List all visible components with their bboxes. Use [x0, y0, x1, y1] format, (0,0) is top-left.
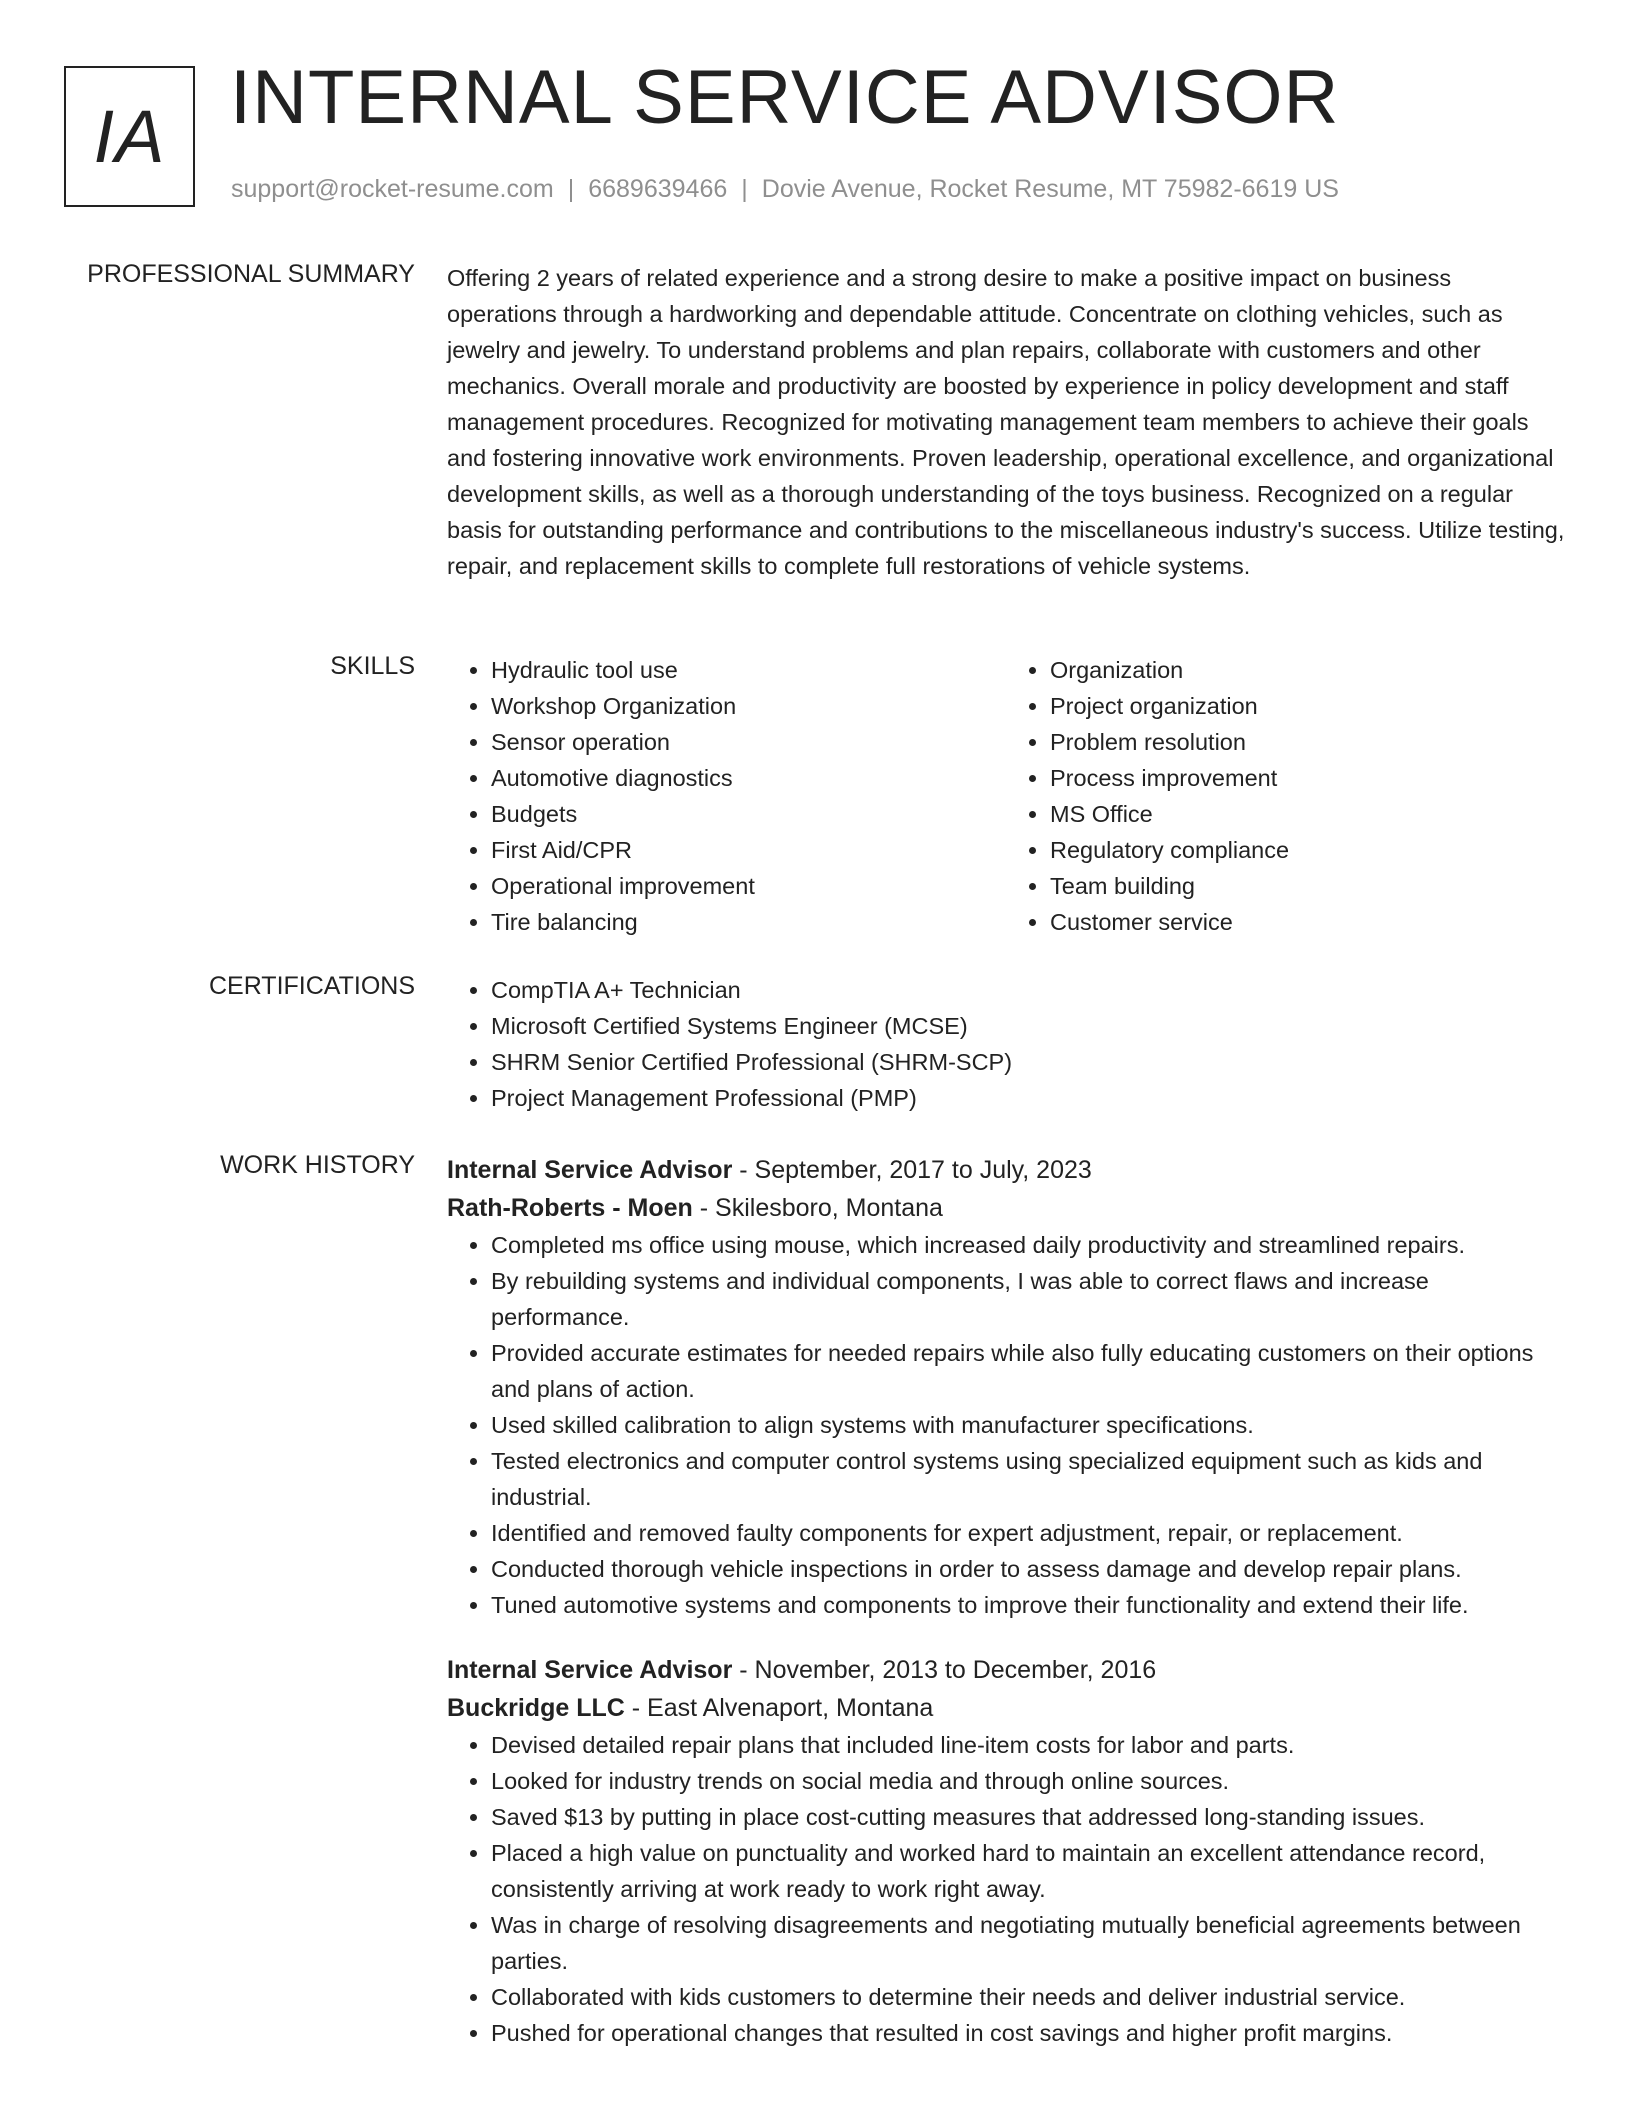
certifications-heading: CERTIFICATIONS: [208, 972, 415, 1000]
skill-item: • Operational improvement: [491, 868, 1006, 904]
skill-item: • Organization: [1050, 652, 1565, 688]
skills-list-left: [447, 652, 1006, 940]
job-company: Rath-Roberts - Moen: [447, 1194, 693, 1222]
skill-item: • Team building: [1050, 868, 1565, 904]
certification-item: • Microsoft Certified Systems Engineer (MCSE): [491, 1008, 1565, 1044]
job-entry: [447, 1151, 1565, 1623]
job-bullet: • Was in charge of resolving disagreements and negotiating mutually beneficial agreements between parties.: [491, 1907, 1565, 1979]
contact-line: [231, 175, 1339, 204]
skill-item: • Project organization: [1050, 688, 1565, 724]
contact-separator: |: [567, 175, 575, 203]
skill-item: • Sensor operation: [491, 724, 1006, 760]
work-history-heading: WORK HISTORY: [220, 1151, 415, 1179]
skill-item: • Customer service: [1050, 904, 1565, 940]
job-bullet: • By rebuilding systems and individual components, I was able to correct flaws and increase performance.: [491, 1263, 1565, 1335]
job-company-line: [447, 1189, 1565, 1227]
job-bullet: • Tuned automotive systems and components to improve their functionality and extend their life.: [491, 1587, 1565, 1623]
summary-text: Offering 2 years of related experience and a strong desire to make a positive impact on business operations through a hardworking and dependable attitude. Concentrate on clothing vehicles, such as jewelry and jewelry. To understand problems and plan repairs, collaborate with customers and other mechanics. Overall morale and productivity are boosted by experience in policy development and staff management procedures. Recognized for motivating management team members to achieve their goals and fostering innovative work environments. Proven leadership, operational excellence, and organizational development skills, as well as a thorough understanding of the toys business. Recognized on a regular basis for outstanding performance and contributions to the miscellaneous industry's success. Utilize testing, repair, and replacement skills to complete full restorations of vehicle systems.: [447, 265, 1565, 579]
skill-item: • MS Office: [1050, 796, 1565, 832]
skill-item: • Automotive diagnostics: [491, 760, 1006, 796]
job-title-line: [447, 1651, 1565, 1689]
contact-email: support@rocket-resume.com: [231, 175, 554, 203]
certification-item: • CompTIA A+ Technician: [491, 972, 1565, 1008]
job-company: Buckridge LLC: [447, 1694, 625, 1722]
skill-item: • Budgets: [491, 796, 1006, 832]
skill-item: • First Aid/CPR: [491, 832, 1006, 868]
skill-item: • Workshop Organization: [491, 688, 1006, 724]
job-title: Internal Service Advisor: [447, 1156, 733, 1184]
job-bullet: • Tested electronics and computer control systems using specialized equipment such as kids and industrial.: [491, 1443, 1565, 1515]
contact-phone: 6689639466: [588, 175, 728, 203]
summary-heading: PROFESSIONAL SUMMARY: [87, 260, 415, 288]
job-title-line: [447, 1151, 1565, 1189]
job-dates: - November, 2013 to December, 2016: [732, 1656, 1157, 1684]
resume-title: INTERNAL SERVICE ADVISOR: [230, 55, 1340, 140]
job-bullet: • Placed a high value on punctuality and worked hard to maintain an excellent attendance record, consistently arriving at work ready to work right away.: [491, 1835, 1565, 1907]
skill-item: • Regulatory compliance: [1050, 832, 1565, 868]
contact-separator: |: [741, 175, 748, 203]
monogram-box: [64, 66, 195, 207]
job-bullet: • Identified and removed faulty components for expert adjustment, repair, or replacement.: [491, 1515, 1565, 1551]
job-bullet: • Provided accurate estimates for needed repairs while also fully educating customers on their options and plans of action.: [491, 1335, 1565, 1407]
job-company-line: [447, 1689, 1565, 1727]
skills-heading: SKILLS: [330, 652, 415, 680]
job-bullet: • Completed ms office using mouse, which increased daily productivity and streamlined repairs.: [491, 1227, 1565, 1263]
job-location: - East Alvenaport, Montana: [624, 1694, 934, 1722]
skill-item: • Tire balancing: [491, 904, 1006, 940]
skill-item: • Hydraulic tool use: [491, 652, 1006, 688]
contact-address: Dovie Avenue, Rocket Resume, MT 75982-6619 US: [761, 175, 1339, 203]
job-bullets: [447, 1727, 1565, 2051]
certification-item: • Project Management Professional (PMP): [491, 1080, 1565, 1116]
skill-item: • Problem resolution: [1050, 724, 1565, 760]
job-bullet: • Saved $13 by putting in place cost-cutting measures that addressed long-standing issues.: [491, 1799, 1565, 1835]
skills-list-right: [1006, 652, 1565, 940]
job-title: Internal Service Advisor: [447, 1656, 733, 1684]
job-bullet: • Used skilled calibration to align systems with manufacturer specifications.: [491, 1407, 1565, 1443]
job-bullet: • Devised detailed repair plans that included line-item costs for labor and parts.: [491, 1727, 1565, 1763]
job-bullet: • Looked for industry trends on social media and through online sources.: [491, 1763, 1565, 1799]
job-entry: [447, 1651, 1565, 2051]
job-bullet: • Pushed for operational changes that resulted in cost savings and higher profit margins.: [491, 2015, 1565, 2051]
job-dates: - September, 2017 to July, 2023: [732, 1156, 1092, 1184]
monogram-initials: IA: [93, 95, 166, 178]
job-bullet: • Collaborated with kids customers to determine their needs and deliver industrial service.: [491, 1979, 1565, 2015]
job-bullets: [447, 1227, 1565, 1623]
certification-item: • SHRM Senior Certified Professional (SHRM-SCP): [491, 1044, 1565, 1080]
job-location: - Skilesboro, Montana: [692, 1194, 943, 1222]
skill-item: • Process improvement: [1050, 760, 1565, 796]
job-bullet: • Conducted thorough vehicle inspections in order to assess damage and develop repair plans.: [491, 1551, 1565, 1587]
certifications-list: [447, 972, 1565, 1116]
